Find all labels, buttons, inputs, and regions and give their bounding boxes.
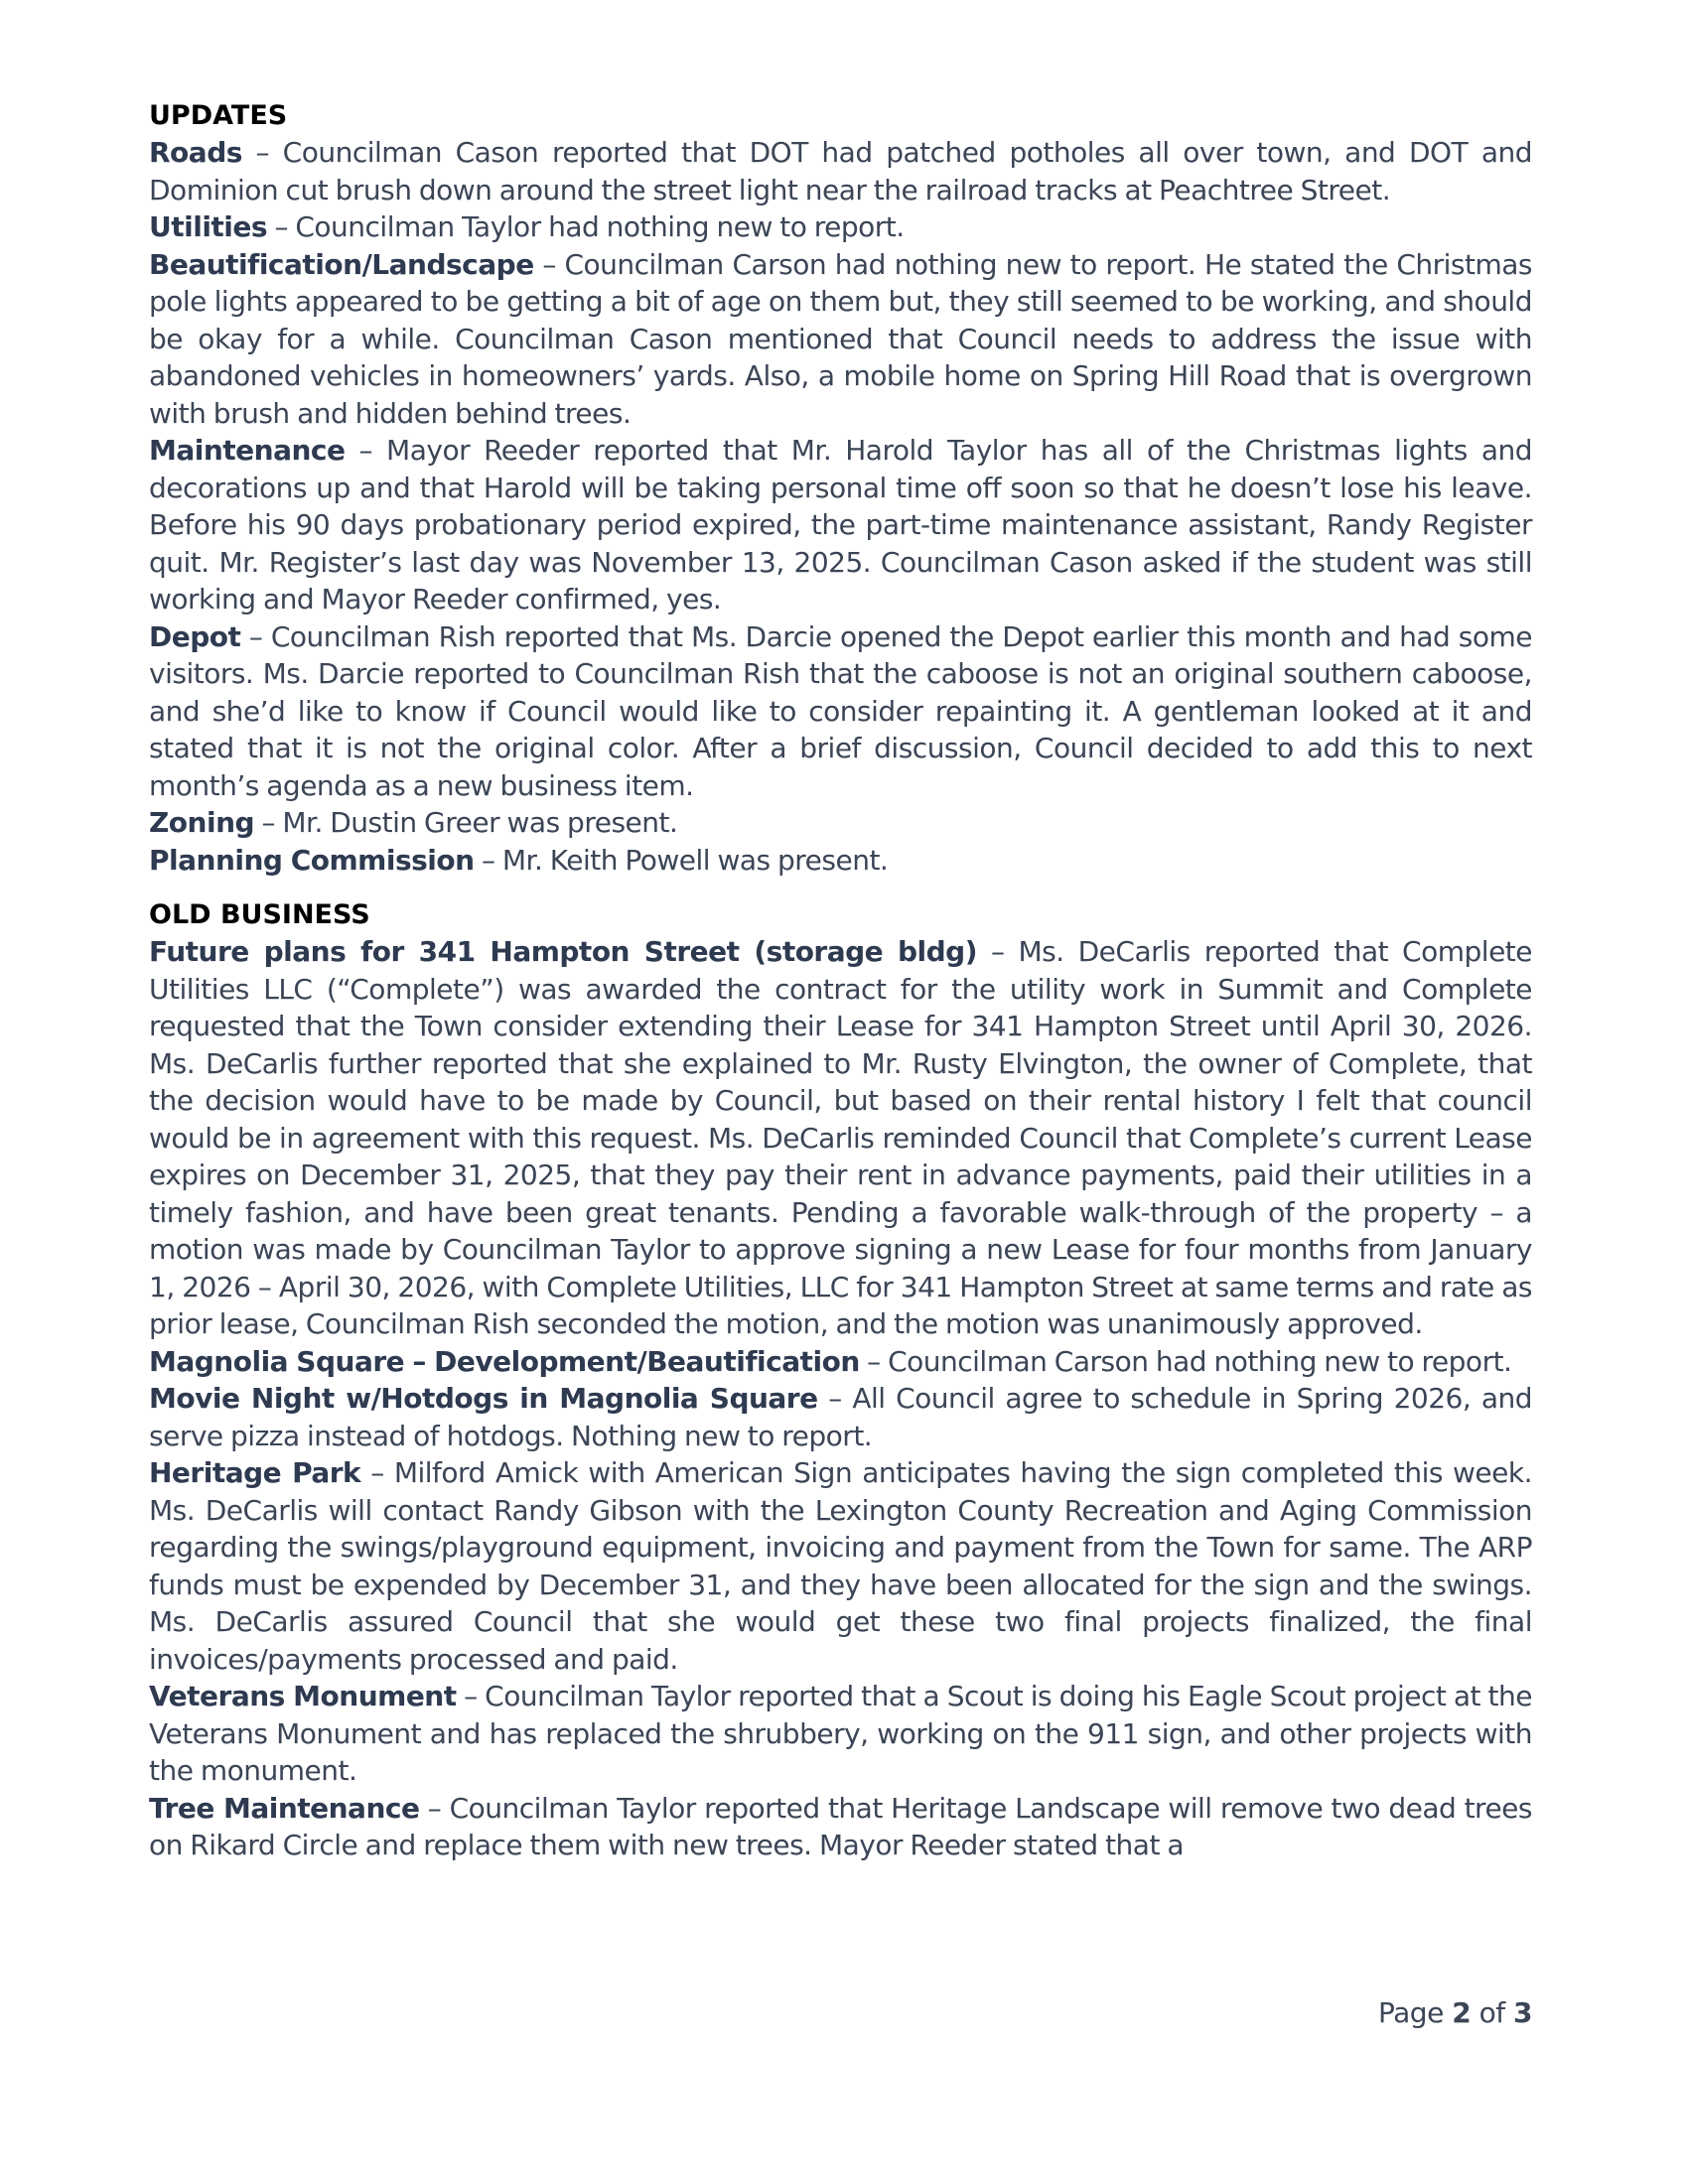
old-business-movie-night	[149, 1380, 1532, 1454]
item-label: Beautification/Landscape	[149, 247, 534, 281]
item-text: – Ms. DeCarlis reported that Complete Utilities LLC (“Complete”) was awarded the contract for the utility work in Summit and Complete requested that the Town consider extending their Lease for 341 Hampton Street until April 30, 2026. Ms. DeCarlis further reported that she explained to Mr. Rusty Elvington, the owner of Complete, that the decision would have to be made by Council, but based on their rental history I felt that council would be in agreement with this request. Ms. DeCarlis reminded Council that Complete’s current Lease expires on December 31, 2025, that they pay their rent in advance payments, paid their utilities in a timely fashion, and have been great tenants. Pending a favorable walk-through of the property – a motion was made by Councilman Taylor to approve signing a new Lease for four months from January 1, 2026 – April 30, 2026, with Complete Utilities, LLC for 341 Hampton Street at same terms and rate as prior lease, Councilman Rish seconded the motion, and the motion was unanimously approved.	[149, 935, 1533, 1340]
old-business-magnolia-square	[149, 1343, 1532, 1381]
update-roads	[149, 134, 1532, 208]
update-depot	[149, 618, 1532, 805]
item-label: Zoning	[149, 806, 255, 839]
old-business-veterans-monument	[149, 1678, 1532, 1790]
item-label: Movie Night w/Hotdogs in Magnolia Square	[149, 1382, 818, 1415]
item-text: – Mr. Keith Powell was present.	[474, 843, 889, 877]
total-pages-number: 3	[1513, 1996, 1532, 2029]
old-business-tree-maintenance	[149, 1790, 1532, 1864]
old-business-hampton-street	[149, 933, 1532, 1343]
item-text: – All Council agree to schedule in Spring 2026, and serve pizza instead of hotdogs. Nothing new to report.	[149, 1382, 1533, 1452]
update-beautification	[149, 246, 1532, 433]
update-utilities	[149, 208, 1532, 246]
updates-heading: UPDATES	[149, 100, 288, 131]
of-word: of	[1478, 1996, 1505, 2029]
item-label: Utilities	[149, 210, 268, 243]
item-text: – Councilman Taylor reported that Heritage Landscape will remove two dead trees on Rikard Circle and replace them with new trees. Mayor Reeder stated that a	[149, 1791, 1532, 1861]
item-label: Depot	[149, 619, 241, 653]
item-label: Tree Maintenance	[149, 1791, 420, 1825]
update-planning-commission	[149, 842, 1532, 880]
old-business-section	[149, 933, 1532, 1864]
old-business-heritage-park	[149, 1454, 1532, 1678]
page-number-footer	[1378, 1996, 1532, 2029]
item-label: Heritage Park	[149, 1456, 361, 1489]
item-label: Roads	[149, 136, 242, 169]
item-text: – Councilman Taylor had nothing new to report.	[267, 210, 905, 243]
item-text: – Mayor Reeder reported that Mr. Harold Taylor has all of the Christmas lights and decorations up and that Harold will be taking personal time off soon so that he doesn’t lose his leave. Before his 90 days probationary period expired, the part-time maintenance assistant, Randy Register quit. Mr. Register’s last day was November 13, 2025. Councilman Cason asked if the student was still working and Mayor Reeder confirmed, yes.	[149, 434, 1532, 615]
item-label: Veterans Monument	[149, 1680, 457, 1712]
item-text: – Councilman Cason reported that DOT had patched potholes all over town, and DOT and Dominion cut brush down around the street light near the railroad tracks at Peachtree Street.	[149, 136, 1532, 206]
update-maintenance	[149, 432, 1532, 618]
item-label: Magnolia Square – Development/Beautification	[149, 1344, 860, 1378]
item-text: – Councilman Rish reported that Ms. Darcie opened the Depot earlier this month and had some visitors. Ms. Darcie reported to Councilman Rish that the caboose is not an original southern caboose, and she’d like to know if Council would like to consider repainting it. A gentleman looked at it and stated that it is not the original color. After a brief discussion, Council decided to add this to next month’s agenda as a new business item.	[149, 619, 1532, 802]
item-text: – Councilman Taylor reported that a Scout is doing his Eagle Scout project at the Veterans Monument and has replaced the shrubbery, working on the 911 sign, and other projects with the monument.	[149, 1680, 1532, 1787]
old-business-heading: OLD BUSINESS	[149, 899, 370, 930]
current-page-number: 2	[1452, 1996, 1472, 2029]
item-label: Future plans for 341 Hampton Street (storage bldg)	[149, 935, 978, 968]
item-text: – Milford Amick with American Sign anticipates having the sign completed this week. Ms. DeCarlis will contact Randy Gibson with the Lexington County Recreation and Aging Commission regarding the swings/playground equipment, invoicing and payment from the Town for same. The ARP funds must be expended by December 31, and they have been allocated for the sign and the swings. Ms. DeCarlis assured Council that she would get these two final projects finalized, the final invoices/payments processed and paid.	[149, 1456, 1532, 1676]
item-text: – Mr. Dustin Greer was present.	[254, 806, 678, 839]
item-text: – Councilman Carson had nothing new to report.	[859, 1344, 1512, 1378]
document-page	[149, 97, 1532, 1864]
item-label: Maintenance	[149, 434, 346, 467]
item-label: Planning Commission	[149, 843, 475, 877]
page-word: Page	[1378, 1996, 1444, 2029]
updates-section	[149, 134, 1532, 879]
update-zoning	[149, 804, 1532, 842]
item-text: – Councilman Carson had nothing new to report. He stated the Christmas pole lights appeared to be getting a bit of age on them but, they still seemed to be working, and should be okay for a while. Councilman Cason mentioned that Council needs to address the issue with abandoned vehicles in homeowners’ yards. Also, a mobile home on Spring Hill Road that is overgrown with brush and hidden behind trees.	[149, 247, 1532, 430]
